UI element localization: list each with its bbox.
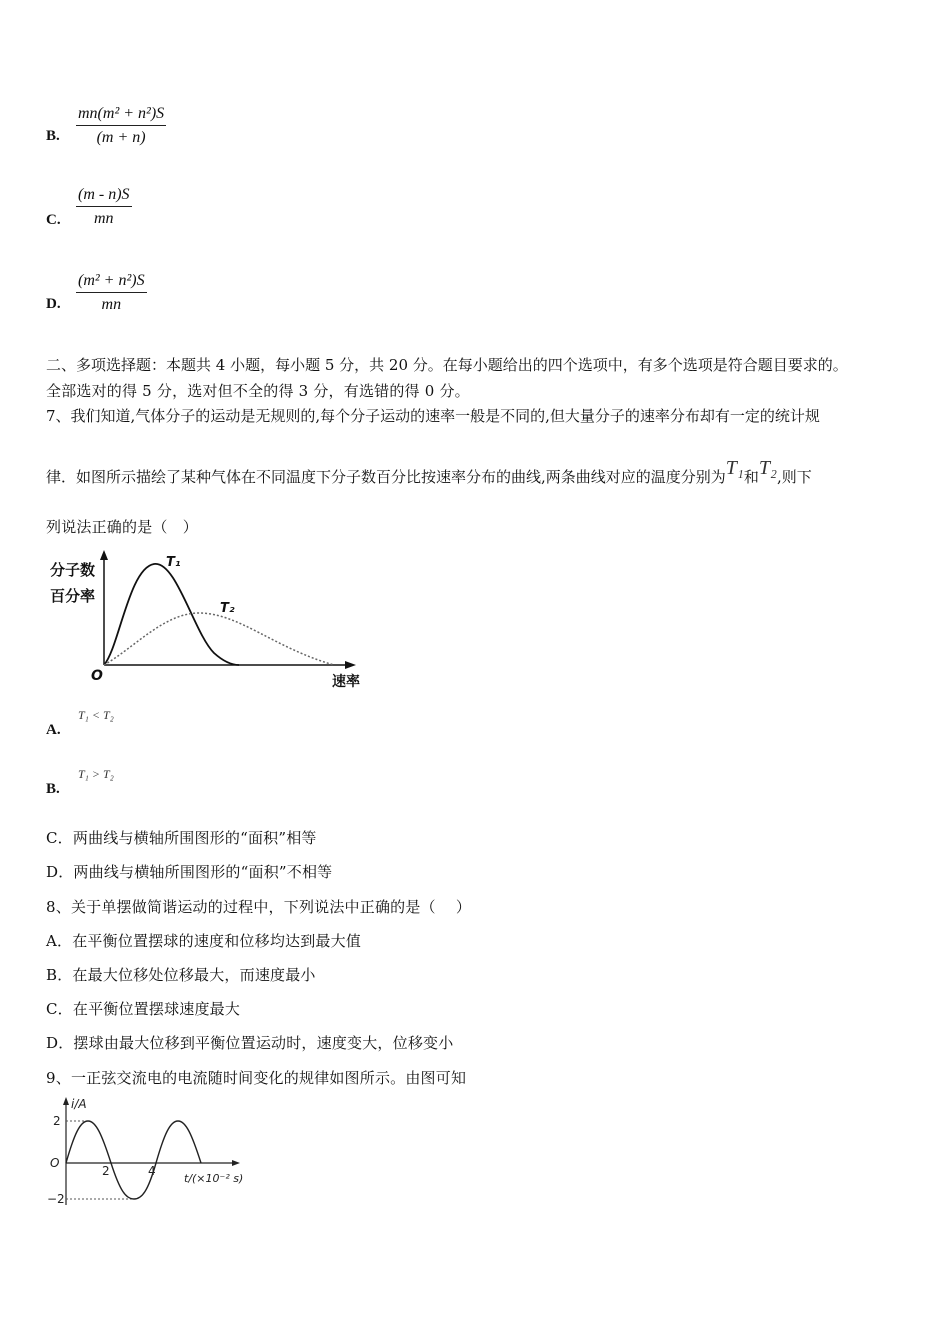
q7-stem-line2 xyxy=(46,457,812,488)
option-c-denominator: mn xyxy=(93,210,114,227)
q9-xlabel: t/(×10⁻² s) xyxy=(184,1172,244,1185)
option-d-denominator: mn xyxy=(101,296,122,313)
q7-t2-symbol: T₂ xyxy=(758,457,777,479)
q7-stem-line2-end: ,则下 xyxy=(776,468,812,486)
q8-option-b: B．在最大位移处位移最大，而速度最小 xyxy=(46,966,316,984)
q7-xlabel: 速率 xyxy=(332,674,360,690)
q7-t1-symbol: T₁ xyxy=(725,457,744,479)
q9-ylabel: i/A xyxy=(71,1097,87,1111)
section2-line2: 全部选对的得 5 分，选对但不全的得 3 分，有选错的得 0 分。 xyxy=(46,382,470,400)
q7-option-b-letter: B. xyxy=(46,781,60,797)
q8-option-d: D．摆球由最大位移到平衡位置运动时，速度变大，位移变小 xyxy=(46,1034,454,1052)
q9-ytick-pos: 2 xyxy=(53,1114,61,1128)
q7-stem-line1: 7、我们知道,气体分子的运动是无规则的,每个分子运动的速率一般是不同的,但大量分子的速率分布却有一定的统计规 xyxy=(46,407,820,425)
q7-and: 和 xyxy=(743,468,759,486)
option-c-numerator: (m - n)S xyxy=(76,186,132,207)
q7-distribution-figure xyxy=(44,548,374,693)
q7-option-d: D．两曲线与横轴所围图形的“面积”不相等 xyxy=(46,863,333,881)
q8-option-a: A．在平衡位置摆球的速度和位移均达到最大值 xyxy=(46,932,362,950)
section2-line1: 二、多项选择题：本题共 4 小题，每小题 5 分，共 20 分。在每小题给出的四个选项中，有多个选项是符合题目要求的。 xyxy=(46,356,848,374)
q7-curve-t1 xyxy=(104,564,239,665)
q9-xtick-1: 2 xyxy=(102,1164,110,1178)
q8-stem: 8、关于单摆做简谐运动的过程中，下列说法中正确的是（ ） xyxy=(46,898,472,916)
q9-xtick-2: 4 xyxy=(148,1164,156,1178)
option-c-letter: C. xyxy=(46,212,61,228)
q7-stem-line2-text: 律．如图所示描绘了某种气体在不同温度下分子数百分比按速率分布的曲线,两条曲线对应的温度分别为 xyxy=(46,468,726,486)
q8-option-c: C．在平衡位置摆球速度最大 xyxy=(46,1000,241,1018)
q7-option-a-math: T₁ < T₂ xyxy=(78,708,114,722)
option-b-denominator: (m + n) xyxy=(96,129,146,146)
option-d-formula xyxy=(76,272,147,314)
q7-option-a-letter: A. xyxy=(46,722,61,738)
option-d-numerator: (m² + n²)S xyxy=(76,272,147,293)
q9-sine-curve xyxy=(66,1121,201,1199)
option-b-numerator: mn(m² + n²)S xyxy=(76,105,166,126)
q9-x-arrow xyxy=(232,1160,240,1166)
q9-ytick-neg: −2 xyxy=(47,1192,65,1206)
q9-current-figure xyxy=(44,1095,259,1210)
q9-stem: 9、一正弦交流电的电流随时间变化的规律如图所示。由图可知 xyxy=(46,1069,467,1087)
q7-origin-label: O xyxy=(91,668,103,684)
option-d-letter: D. xyxy=(46,296,61,312)
q7-curve-t1-label: T₁ xyxy=(166,555,181,570)
q7-y-arrow xyxy=(100,550,108,560)
option-b-letter: B. xyxy=(46,128,60,144)
q7-option-b-math: T₁ > T₂ xyxy=(78,767,114,781)
q9-origin: O xyxy=(50,1156,60,1170)
q7-curve-t2-label: T₂ xyxy=(220,601,235,616)
q7-stem-line3: 列说法正确的是（ ） xyxy=(46,518,199,536)
q7-x-arrow xyxy=(345,661,356,669)
q7-ylabel-line2: 百分率 xyxy=(50,587,96,605)
q9-y-arrow xyxy=(63,1097,69,1105)
q7-ylabel-line1: 分子数 xyxy=(50,561,96,579)
option-c-formula xyxy=(76,186,132,228)
q7-option-c: C．两曲线与横轴所围图形的“面积”相等 xyxy=(46,829,317,847)
option-b-formula xyxy=(76,105,166,147)
